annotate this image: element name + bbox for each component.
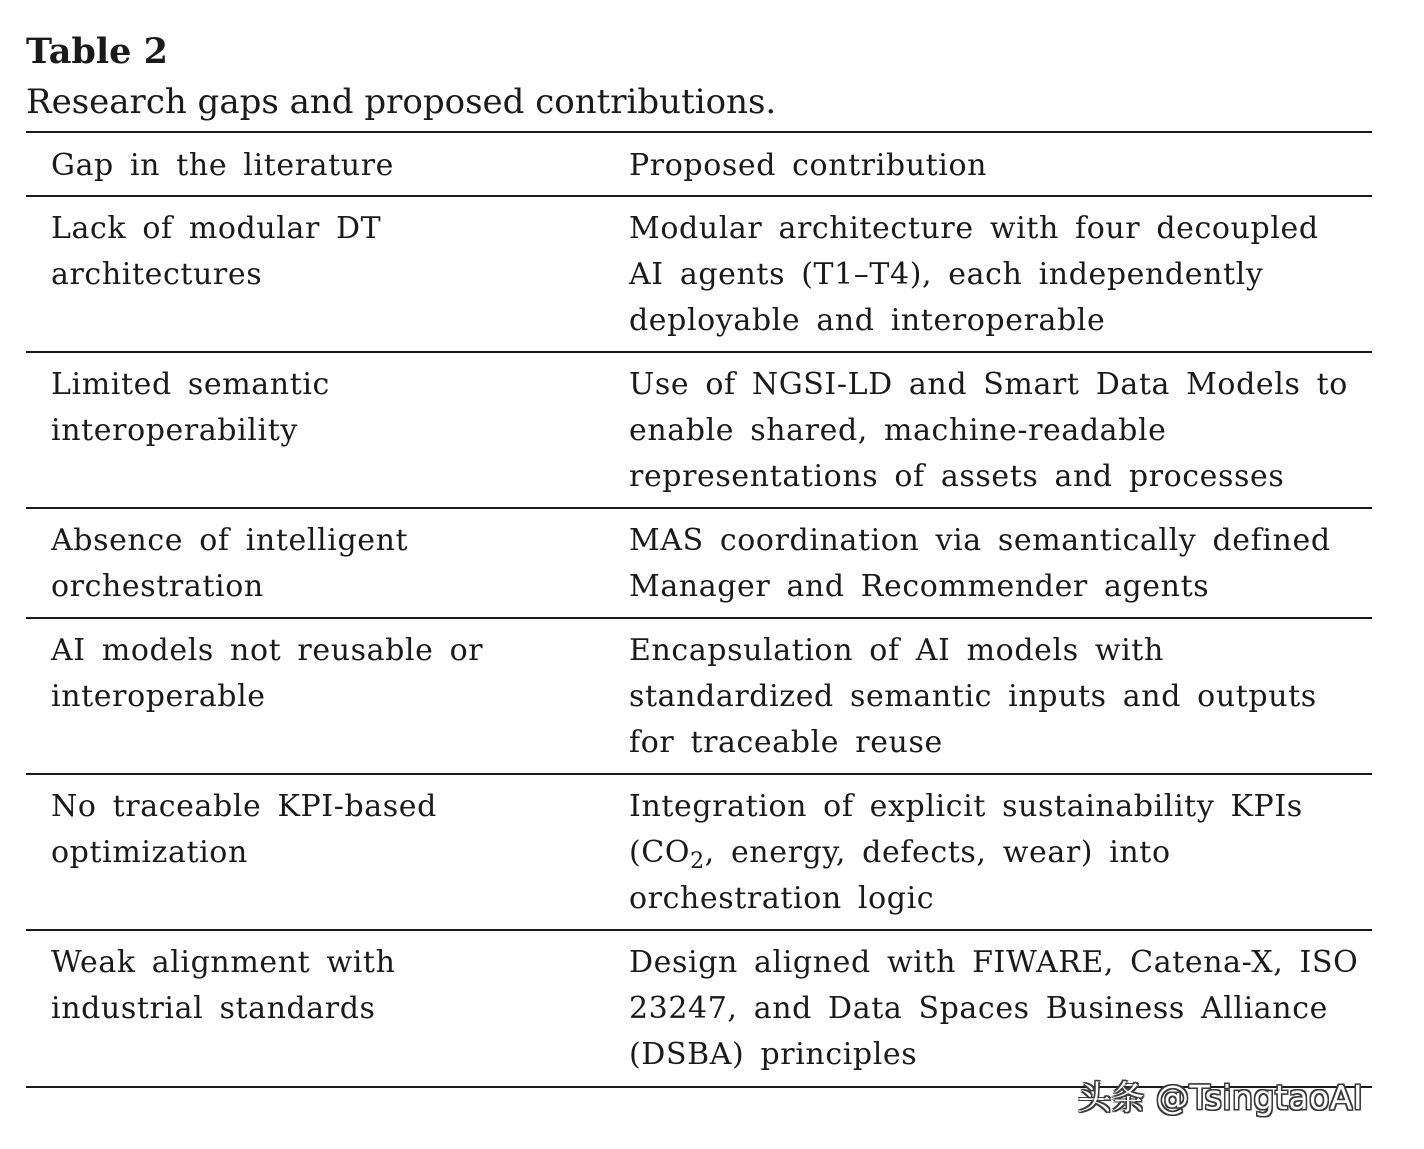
header-contribution: [629, 143, 1372, 195]
gap-cell: [26, 940, 629, 1077]
gap-text-line: interoperable: [51, 679, 266, 714]
contribution-text-line: deployable and interoperable: [629, 303, 1106, 338]
gap-text-line: No traceable KPI-based: [51, 789, 437, 824]
contribution-text-line: for traceable reuse: [629, 725, 943, 760]
gap-text-line: Lack of modular DT: [51, 211, 382, 246]
contribution-text-line: AI agents (T1–T4), each independently: [629, 257, 1264, 292]
contribution-text-line: Manager and Recommender agents: [629, 569, 1210, 604]
gap-cell: [26, 206, 629, 342]
contribution-cell: [629, 628, 1372, 764]
header-gap-label: Gap in the literature: [51, 148, 395, 183]
gap-text-line: Limited semantic: [51, 367, 330, 402]
table-row: [26, 197, 1372, 353]
co2-prefix: (CO: [629, 835, 691, 870]
gap-cell: [26, 784, 629, 920]
contribution-text-line: enable shared, machine-readable: [629, 413, 1167, 448]
gap-text-line: orchestration: [51, 569, 264, 604]
contribution-cell: [629, 784, 1372, 920]
gap-cell: [26, 518, 629, 608]
co2-suffix: , energy, defects, wear) into: [704, 835, 1171, 870]
research-gaps-table: [26, 131, 1372, 1088]
gap-text-line: architectures: [51, 257, 263, 292]
contribution-text-line: (DSBA) principles: [629, 1037, 918, 1072]
contribution-text-line: orchestration logic: [629, 881, 935, 916]
contribution-text-line: representations of assets and processes: [629, 459, 1285, 494]
header-gap: [26, 143, 629, 195]
table-label: Table 2: [26, 31, 168, 72]
source-watermark: 头条 @TsingtaoAI: [1078, 1078, 1364, 1117]
table-row: [26, 353, 1372, 509]
gap-text-line: AI models not reusable or: [51, 633, 484, 668]
contribution-text-line: Design aligned with FIWARE, Catena-X, ISO: [629, 945, 1359, 980]
gap-cell: [26, 628, 629, 764]
table-row: [26, 509, 1372, 619]
table-row: [26, 775, 1372, 931]
contribution-cell: [629, 518, 1372, 608]
gap-cell: [26, 362, 629, 498]
contribution-text-line: Use of NGSI-LD and Smart Data Models to: [629, 367, 1348, 402]
table-row: [26, 619, 1372, 775]
contribution-text-line: Modular architecture with four decoupled: [629, 211, 1319, 246]
table-row: [26, 931, 1372, 1086]
contribution-text-line: [629, 830, 1362, 876]
contribution-cell: [629, 940, 1372, 1077]
co2-subscript: 2: [690, 849, 705, 874]
table-caption: Research gaps and proposed contributions.: [26, 82, 777, 122]
contribution-cell: [629, 206, 1372, 342]
table-header-row: [26, 133, 1372, 197]
gap-text-line: optimization: [51, 835, 248, 870]
contribution-text-line: MAS coordination via semantically defined: [629, 523, 1331, 558]
contribution-cell: [629, 362, 1372, 498]
gap-text-line: Weak alignment with: [51, 945, 396, 980]
contribution-text-line: Encapsulation of AI models with: [629, 633, 1164, 668]
header-contribution-label: Proposed contribution: [629, 148, 988, 183]
contribution-text-line: Integration of explicit sustainability KPIs: [629, 789, 1303, 824]
contribution-text-line: 23247, and Data Spaces Business Alliance: [629, 991, 1328, 1026]
gap-text-line: interoperability: [51, 413, 298, 448]
gap-text-line: Absence of intelligent: [51, 523, 409, 558]
contribution-text-line: standardized semantic inputs and outputs: [629, 679, 1317, 714]
gap-text-line: industrial standards: [51, 991, 376, 1026]
